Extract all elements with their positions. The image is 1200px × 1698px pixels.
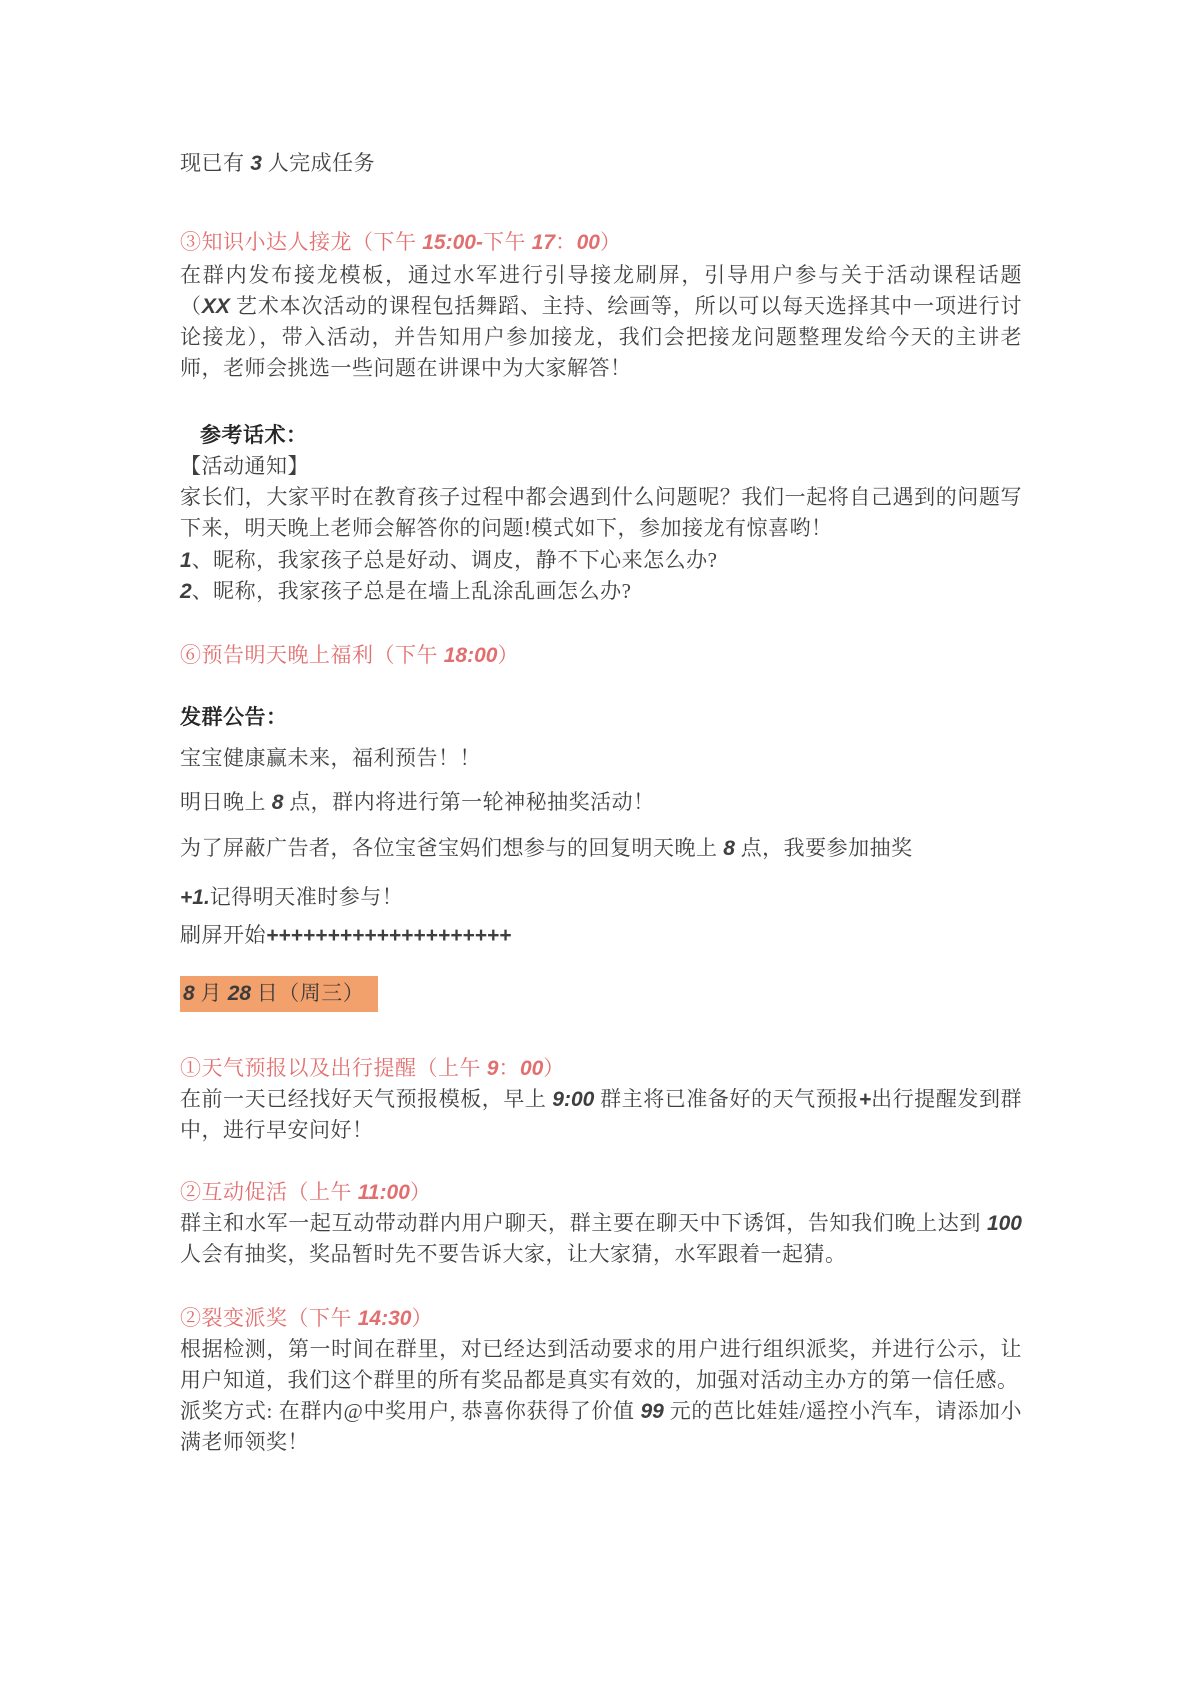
activity-notice-tag: 【活动通知】 [180,454,309,478]
reference-script-item-2: 2、昵称，我家孩子总是在墙上乱涂乱画怎么办? [180,579,632,603]
announcement-line-4: +1.记得明天准时参与！ [180,885,404,909]
reference-script-item-1: 1、昵称，我家孩子总是好动、调皮，静不下心来怎么办? [180,548,718,572]
section-interaction-body: 群主和水军一起互动带动群内用户聊天，群主要在聊天中下诱饵，告知我们晚上达到 100 人会有抽奖，奖品暂时先不要告诉大家，让大家猜，水军跟着一起猜。 [180,1211,1022,1266]
section-interaction-heading: ②互动促活（上午 11:00） [180,1180,432,1204]
section-weather-body: 在前一天已经找好天气预报模板，早上 9:00 群主将已准备好的天气预报+出行提醒发到群中，进行早安问好！ [180,1087,1023,1142]
section-knowledge-relay-heading: ③知识小达人接龙（下午 15:00-下午 17：00） [180,230,622,254]
section-preview-benefit-heading: ⑥预告明天晚上福利（下午 18:00） [180,643,519,667]
section-fission-reward-method: 派奖方式: 在群内@中奖用户, 恭喜你获得了价值 99 元的芭比娃娃/遥控小汽车，请添加小满老师领奖！ [180,1399,1022,1454]
section-fission-reward-heading: ②裂变派奖（下午 14:30） [180,1306,433,1330]
status-line: 现已有 3 人完成任务 [180,151,376,175]
reference-script-title: 参考话术： [200,424,308,447]
announcement-line-1: 宝宝健康赢未来，福利预告！！ [180,746,481,770]
document-page [180,148,1022,1458]
section-fission-reward-body: 根据检测，第一时间在群里，对已经达到活动要求的用户进行组织派奖，并进行公示，让用户知道，我们这个群里的所有奖品都是真实有效的，加强对活动主办方的第一信任感。 [180,1337,1022,1392]
date-header-highlight: 8 月 28 日（周三） [180,976,378,1012]
section-knowledge-relay-body: 在群内发布接龙模板，通过水军进行引导接龙刷屏，引导用户参与关于活动课程话题（XX 艺术本次活动的课程包括舞蹈、主持、绘画等，所以可以每天选择其中一项进行讨论接龙），带入活动，并告知用户参加接龙，我们会把接龙问题整理发给今天的主讲老师，老师会挑选一些问题在讲课中为大家解答！ [180,263,1023,380]
announcement-line-3: 为了屏蔽广告者，各位宝爸宝妈们想参与的回复明天晚上 8 点，我要参加抽奖 [180,836,913,860]
reference-script-body: 家长们，大家平时在教育孩子过程中都会遇到什么问题呢？我们一起将自己遇到的问题写下来，明天晚上老师会解答你的问题!模式如下，参加接龙有惊喜哟！ [180,485,1022,540]
section-weather-heading: ①天气预报以及出行提醒（上午 9：00） [180,1056,565,1080]
announcement-line-5: 刷屏开始++++++++++++++++++++ [180,923,512,947]
date-header-row [180,976,1022,1012]
announcement-line-2: 明日晚上 8 点，群内将进行第一轮神秘抽奖活动！ [180,790,655,814]
group-announcement-title: 发群公告： [180,706,288,729]
